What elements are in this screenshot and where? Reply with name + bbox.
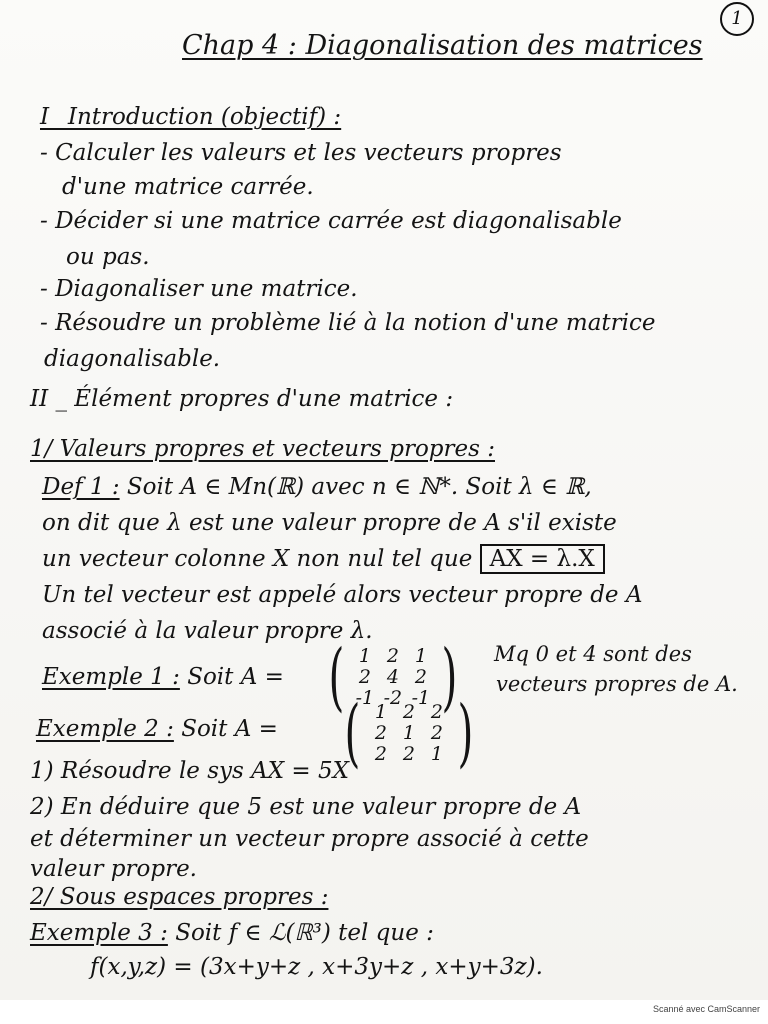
- example2-question-2-cont: et déterminer un vecteur propre associé à cette: [30, 826, 589, 852]
- bullet-line-6: - Résoudre un problème lié à la notion d'une matrice: [40, 310, 656, 336]
- example3-label: Exemple 3 :: [30, 920, 168, 946]
- example3-line-2: f(x,y,z) = (3x+y+z , x+3y+z , x+y+3z).: [90, 954, 543, 980]
- example2-question-1: 1) Résoudre le sys AX = 5X: [30, 758, 350, 784]
- section2-heading: II _ Élément propres d'une matrice :: [30, 386, 454, 412]
- example3-line-1: Exemple 3 : Soit f ∈ ℒ(ℝ³) tel que :: [30, 920, 434, 946]
- example2-question-2-end: valeur propre.: [30, 856, 197, 882]
- subsection-1-heading: 1/ Valeurs propres et vecteurs propres :: [30, 436, 495, 462]
- eigen-equation-box: AX = λ.X: [480, 544, 605, 574]
- example1-note-line-2: vecteurs propres de A.: [496, 672, 738, 696]
- definition-line-4: Un tel vecteur est appelé alors vecteur propre de A: [42, 582, 643, 608]
- definition-line-1: Def 1 : Soit A ∈ Mn(ℝ) avec n ∈ ℕ*. Soit λ ∈ ℝ,: [42, 474, 592, 500]
- definition-line-2: on dit que λ est une valeur propre de A s'il existe: [42, 510, 617, 536]
- definition-line-5: associé à la valeur propre λ.: [42, 618, 373, 644]
- example1-matrix: ( 1 2 1 2 4 2 -1 -2 -1 ): [328, 634, 458, 720]
- bullet-line-2: d'une matrice carrée.: [62, 174, 314, 200]
- bullet-line-1: - Calculer les valeurs et les vecteurs propres: [40, 140, 562, 166]
- bullet-line-3: - Décider si une matrice carrée est diagonalisable: [40, 208, 622, 234]
- subsection-2-heading: 2/ Sous espaces propres :: [30, 884, 329, 910]
- example1-line: Exemple 1 : Soit A =: [42, 664, 284, 690]
- definition-line-3: un vecteur colonne X non nul tel que AX = λ.X: [42, 546, 605, 572]
- bullet-line-5: - Diagonaliser une matrice.: [40, 276, 358, 302]
- example2-line: Exemple 2 : Soit A =: [36, 716, 278, 742]
- scanner-watermark: Scanné avec CamScanner: [652, 1004, 760, 1014]
- example2-question-2: 2) En déduire que 5 est une valeur propre de A: [30, 794, 582, 820]
- example1-note-line-1: Mq 0 et 4 sont des: [494, 642, 692, 666]
- scan-footer: [0, 1000, 768, 1024]
- bullet-line-4: ou pas.: [66, 244, 150, 270]
- example1-label: Exemple 1 :: [42, 664, 180, 690]
- page-title: Chap 4 : Diagonalisation des matrices: [182, 30, 703, 61]
- section1-heading: I_ Introduction (objectif) :: [40, 104, 342, 130]
- page-number: 1: [720, 2, 754, 36]
- example2-label: Exemple 2 :: [36, 716, 174, 742]
- bullet-line-7: diagonalisable.: [44, 346, 221, 372]
- definition-label: Def 1 :: [42, 474, 120, 500]
- example2-matrix: ( 1 2 2 2 1 2 2 2 1 ): [344, 690, 474, 776]
